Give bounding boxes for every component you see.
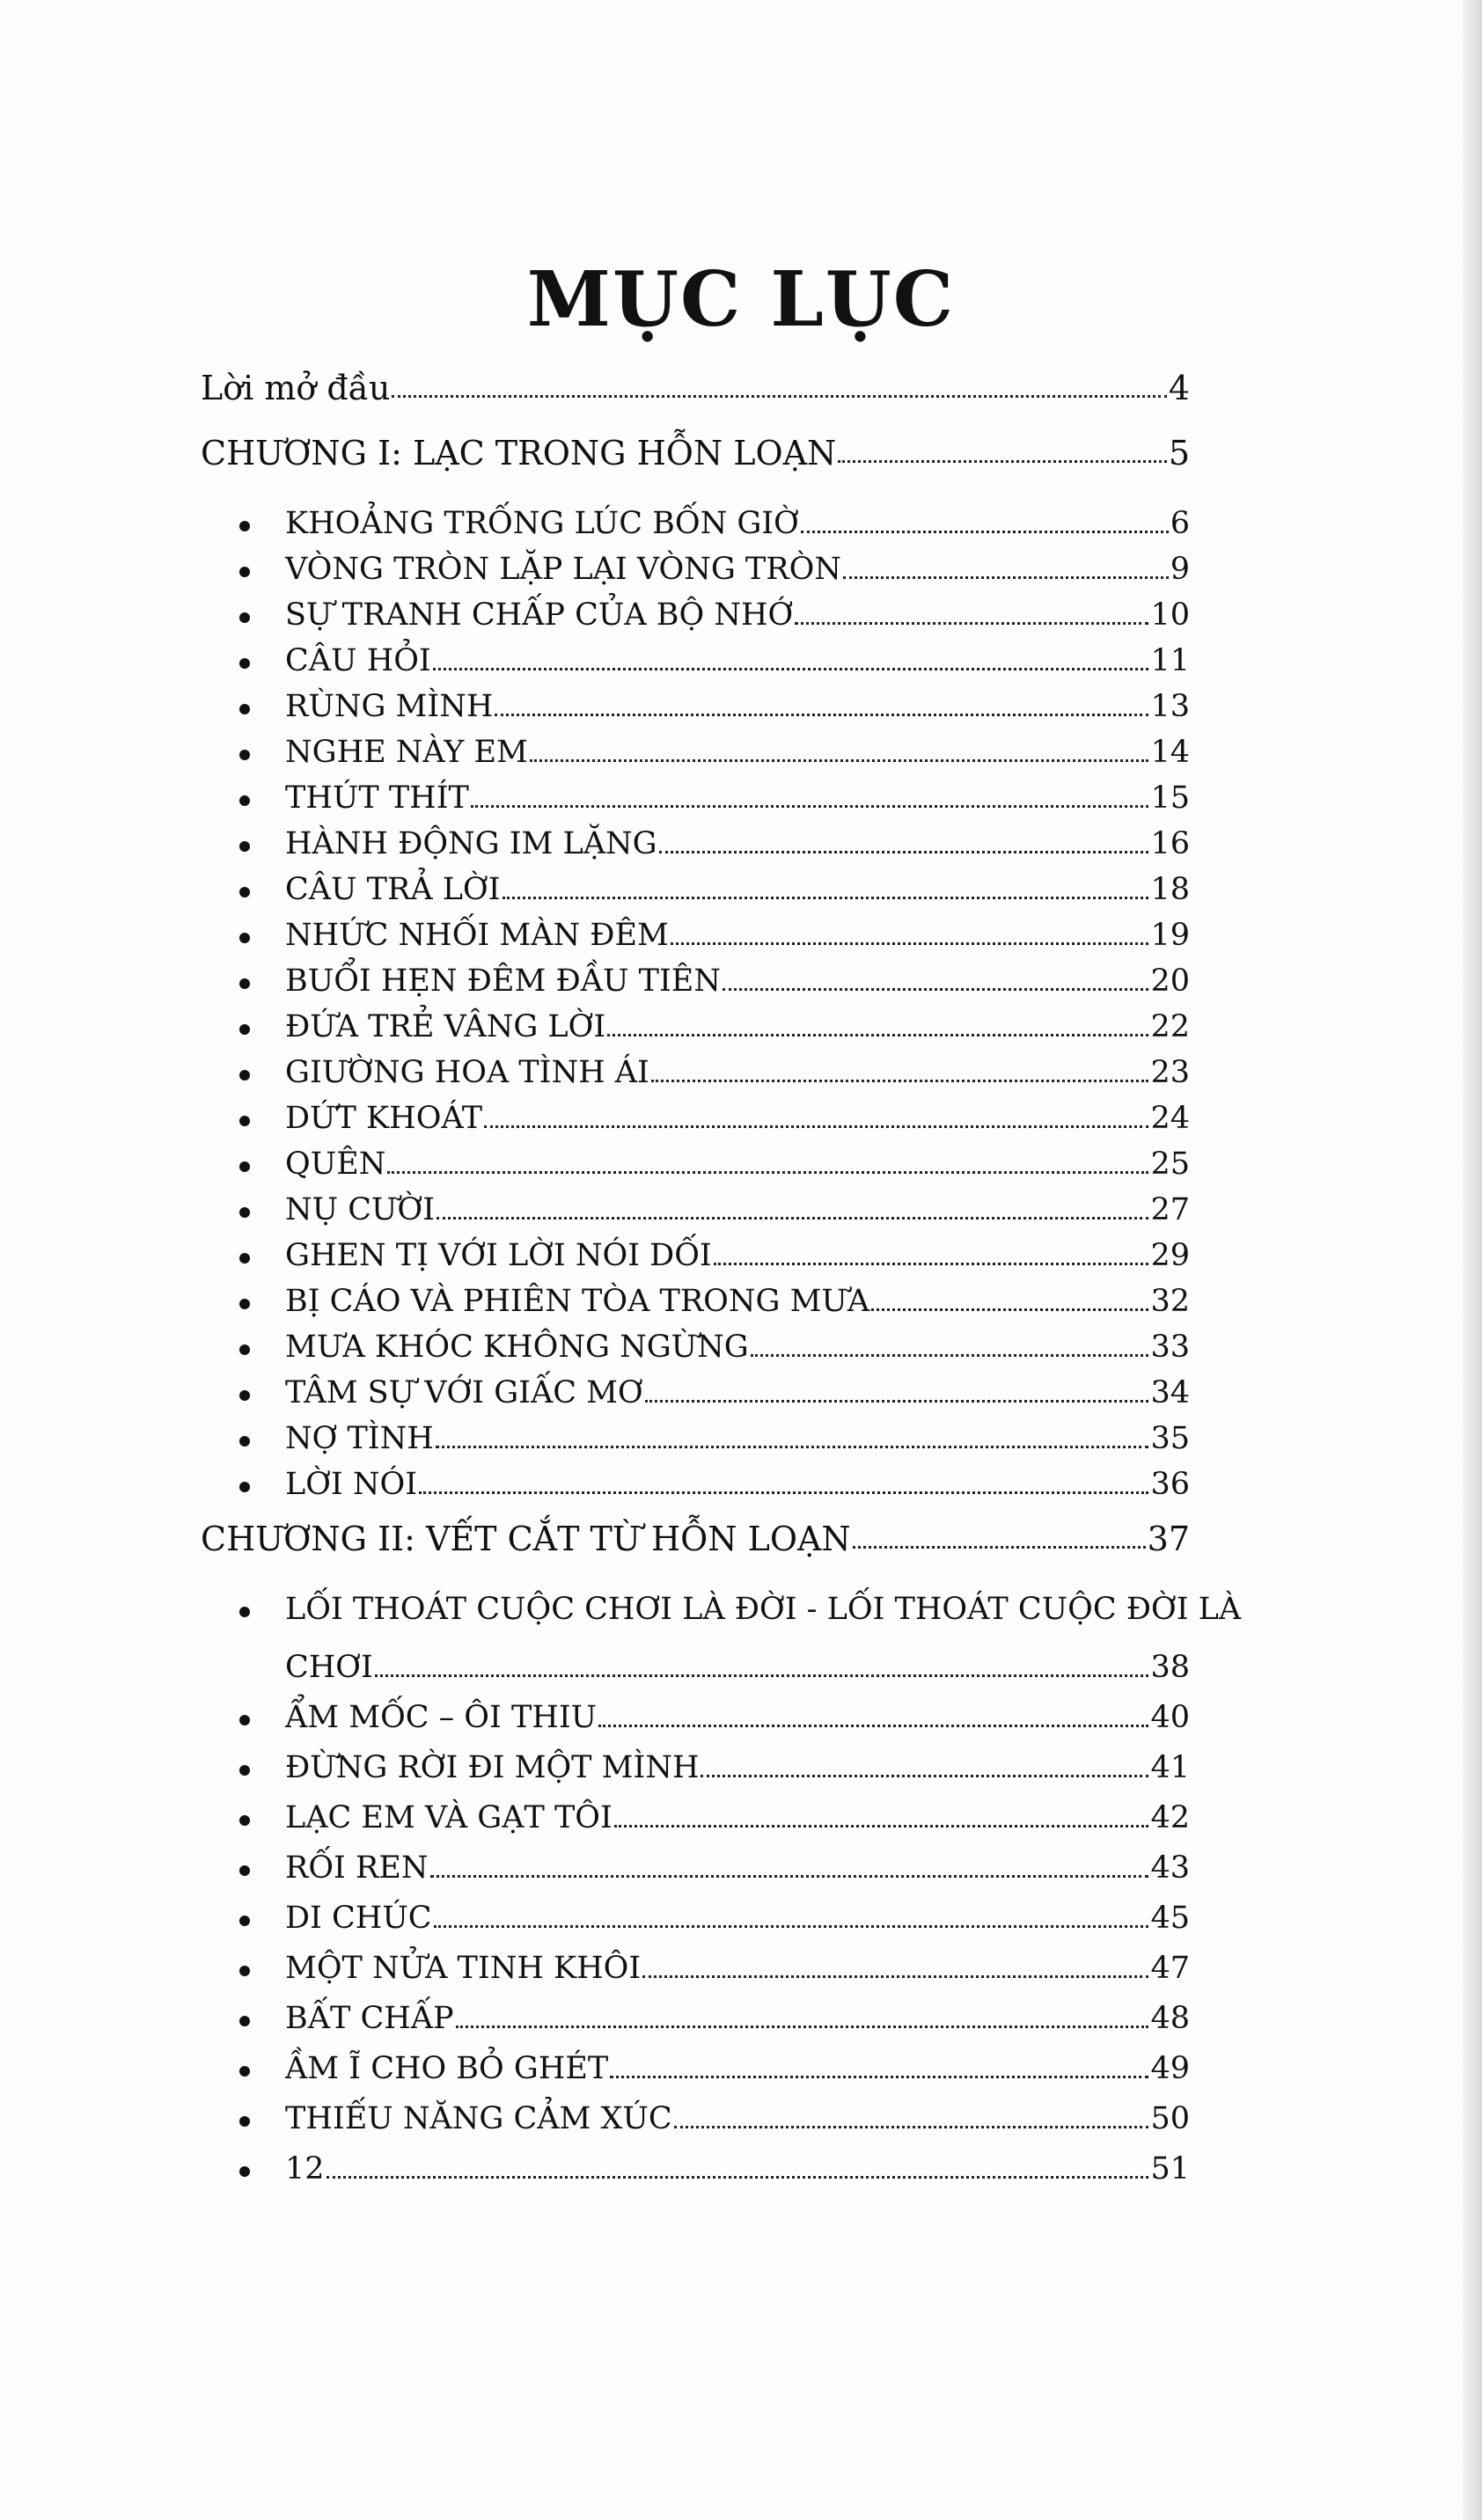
bullet-icon (239, 1390, 250, 1401)
toc-entry (285, 824, 1190, 864)
bullet-icon (239, 1916, 250, 1926)
toc-entry-label: GIƯỜNG HOA TÌNH ÁI (285, 1055, 649, 1090)
toc-page-number: 27 (1150, 1192, 1190, 1227)
bullet-icon (239, 1607, 250, 1617)
toc-entry (285, 1418, 1190, 1459)
dot-leader (456, 2026, 1149, 2028)
toc-entry (285, 2048, 1190, 2089)
toc-page-number: 29 (1150, 1238, 1190, 1273)
toc-entry (285, 1798, 1190, 1838)
toc-page-number: 15 (1150, 780, 1190, 816)
toc-page-number: 4 (1168, 369, 1190, 407)
toc-entry-label: NGHE NÀY EM (285, 735, 528, 770)
toc-entry (285, 1697, 1190, 1738)
bullet-icon (239, 1815, 250, 1826)
dot-leader (659, 851, 1149, 853)
bullet-icon (239, 1865, 250, 1876)
toc-entry-label: ĐỪNG RỜI ĐI MỘT MÌNH (285, 1750, 700, 1785)
bullet-icon (239, 750, 250, 760)
bullet-icon (239, 1344, 250, 1355)
dot-leader (801, 531, 1169, 533)
toc-page-number: 49 (1150, 2051, 1190, 2086)
toc-page-number: 33 (1150, 1330, 1190, 1365)
bullet-icon (239, 1436, 250, 1447)
toc-entry (285, 1190, 1190, 1230)
toc-intro (201, 368, 1190, 408)
toc-page-number: 50 (1150, 2101, 1190, 2136)
toc-entry (285, 2099, 1190, 2139)
toc-page-number: 34 (1150, 1375, 1190, 1410)
toc-entry-label: RÙNG MÌNH (285, 689, 494, 724)
toc-entry-label: GHEN TỊ VỚI LỜI NÓI DỐI (285, 1238, 712, 1273)
toc-entry-label: TÂM SỰ VỚI GIẤC MƠ (285, 1375, 643, 1410)
dot-leader (642, 1975, 1148, 1978)
toc-entry-label: VÒNG TRÒN LẶP LẠI VÒNG TRÒN (285, 552, 841, 587)
toc-page-number: 13 (1150, 689, 1190, 724)
toc-entry-label: HÀNH ĐỘNG IM LẶNG (285, 826, 657, 861)
toc-entry (285, 686, 1190, 727)
toc-entry-label: DỨT KHOÁT (285, 1101, 483, 1136)
dot-leader (723, 988, 1149, 991)
dot-leader (645, 1400, 1149, 1403)
toc-entry (285, 641, 1190, 681)
bullet-icon (239, 1116, 250, 1126)
toc-entry (285, 1144, 1190, 1184)
bullet-icon (239, 1070, 250, 1081)
toc-page-number: 37 (1147, 1520, 1190, 1558)
dot-leader (387, 1171, 1148, 1174)
toc-entry-label: CÂU TRẢ LỜI (285, 872, 501, 907)
toc-chapter (201, 1519, 1190, 1559)
toc-entry-label: NỤ CƯỜI (285, 1192, 436, 1227)
bullet-icon (239, 521, 250, 531)
toc-page-number: 11 (1150, 643, 1190, 678)
bullet-icon (239, 887, 250, 897)
toc-entry-label: KHOẢNG TRỐNG LÚC BỐN GIỜ (285, 506, 799, 541)
dot-leader (674, 2126, 1149, 2128)
toc-entry (285, 549, 1190, 590)
toc-entry (285, 1848, 1190, 1888)
dot-leader (714, 1263, 1149, 1265)
bullet-icon (239, 1161, 250, 1172)
toc-entry (285, 1052, 1190, 1093)
dot-leader (871, 1308, 1148, 1311)
toc-entry-label: NHỨC NHỐI MÀN ĐÊM (285, 918, 669, 953)
bullet-icon (239, 1253, 250, 1264)
toc-page-number: 48 (1150, 2001, 1190, 2036)
toc-entry-label: MỘT NỬA TINH KHÔI (285, 1951, 642, 1986)
toc-page-number: 41 (1150, 1750, 1190, 1785)
toc-page-number: 19 (1150, 918, 1190, 953)
toc-entry-label: RỐI REN (285, 1850, 429, 1886)
toc-entry-label: THÚT THÍT (285, 780, 469, 816)
toc-entry-label: LỐI THOÁT CUỘC CHƠI LÀ ĐỜI - LỐI THOÁT CUỘC ĐỜI LÀ (285, 1592, 1242, 1627)
dot-leader (437, 1217, 1148, 1220)
dot-leader (375, 1674, 1149, 1677)
toc-entry (285, 1998, 1190, 2039)
toc-entry (285, 1281, 1190, 1322)
toc-entry (285, 503, 1190, 544)
bullet-icon (239, 1715, 250, 1725)
toc-page-number: 51 (1150, 2151, 1190, 2187)
toc-entry (285, 961, 1190, 1001)
toc-entry-label: LẠC EM VÀ GẠT TÔI (285, 1800, 613, 1835)
bullet-icon (239, 795, 250, 806)
dot-leader (434, 1925, 1149, 1928)
toc-page-number: 23 (1150, 1055, 1190, 1090)
toc-page-number: 47 (1150, 1951, 1190, 1986)
toc-page-number: 38 (1150, 1650, 1190, 1685)
toc-page-number: 42 (1150, 1800, 1190, 1835)
bullet-icon (239, 1765, 250, 1776)
toc-page-number: 10 (1150, 597, 1190, 633)
toc-entry-label: NỢ TÌNH (285, 1421, 434, 1456)
toc-page-number: 5 (1168, 434, 1190, 472)
bullet-icon (239, 2166, 250, 2177)
bullet-icon (239, 1299, 250, 1309)
bullet-icon (239, 658, 250, 669)
toc-entry (285, 1647, 1190, 1688)
toc-page-number: 32 (1150, 1284, 1190, 1319)
bullet-icon (239, 567, 250, 577)
toc-entry (285, 1898, 1190, 1938)
toc-entry-label: SỰ TRANH CHẤP CỦA BỘ NHỚ (285, 597, 794, 633)
toc-entry (285, 1007, 1190, 1047)
bullet-icon (239, 612, 250, 623)
toc-entry (285, 1098, 1190, 1139)
toc-entry-label: THIẾU NĂNG CẢM XÚC (285, 2101, 672, 2136)
toc-entry-label: CHƯƠNG I: LẠC TRONG HỖN LOẠN (201, 434, 837, 472)
dot-leader (419, 1491, 1148, 1494)
toc-page-number: 45 (1150, 1901, 1190, 1936)
toc-entry (285, 1747, 1190, 1788)
bullet-icon (239, 2066, 250, 2077)
bullet-icon (239, 1966, 250, 1976)
dot-leader (614, 1825, 1149, 1828)
toc-entry-label: CHƯƠNG II: VẾT CẮT TỪ HỖN LOẠN (201, 1520, 851, 1558)
toc-page-number: 25 (1150, 1146, 1190, 1182)
dot-leader (598, 1725, 1148, 1727)
toc-entry-label: ẨM MỐC – ÔI THIU (285, 1700, 598, 1735)
bullet-icon (239, 1024, 250, 1035)
bullet-icon (239, 978, 250, 989)
toc-entry-label: BẤT CHẤP (285, 2001, 454, 2036)
toc-entry (285, 1235, 1190, 1276)
toc-page-number: 40 (1150, 1700, 1190, 1735)
dot-leader (530, 759, 1149, 762)
toc-page-number: 9 (1170, 552, 1190, 587)
toc-page-number: 14 (1150, 735, 1190, 770)
toc-page-number: 16 (1150, 826, 1190, 861)
dot-leader (701, 1775, 1148, 1777)
dot-leader (671, 942, 1149, 945)
toc-chapter (201, 433, 1190, 473)
dot-leader (484, 1125, 1148, 1128)
toc-entry-label: MƯA KHÓC KHÔNG NGỪNG (285, 1330, 749, 1365)
dot-leader (610, 2076, 1148, 2078)
toc-entry (285, 915, 1190, 956)
toc-page-number: 20 (1150, 963, 1190, 999)
dot-leader (751, 1354, 1149, 1357)
toc-page-number: 18 (1150, 872, 1190, 907)
page-edge-shadow (1463, 0, 1482, 2520)
dot-leader (853, 1546, 1146, 1549)
toc-page-number: 36 (1150, 1467, 1190, 1502)
toc-page-number: 22 (1150, 1009, 1190, 1044)
dot-leader (430, 1875, 1149, 1878)
dot-leader (503, 897, 1149, 899)
bullet-icon (239, 2116, 250, 2127)
dot-leader (436, 1446, 1149, 1448)
toc-entry-label: CHƠI (285, 1650, 373, 1685)
toc-entry (285, 732, 1190, 773)
toc-entry-label: CÂU HỎI (285, 643, 431, 678)
toc-entry (285, 1327, 1190, 1367)
dot-leader (433, 668, 1149, 670)
dot-leader (607, 1034, 1148, 1037)
bullet-icon (239, 704, 250, 714)
dot-leader (392, 395, 1166, 398)
toc-entry-label: DI CHÚC (285, 1901, 432, 1936)
page-title: MỤC LỤC (526, 255, 956, 344)
toc-entry (285, 595, 1190, 635)
bullet-icon (239, 933, 250, 943)
dot-leader (843, 576, 1169, 579)
dot-leader (326, 2176, 1149, 2179)
toc-entry-label: 12 (285, 2151, 325, 2187)
toc-page-number: 24 (1150, 1101, 1190, 1136)
toc-page-number: 43 (1150, 1850, 1190, 1886)
bullet-icon (239, 841, 250, 852)
toc-entry-label: BỊ CÁO VÀ PHIÊN TÒA TRONG MƯA (285, 1284, 870, 1319)
toc-page-number: 35 (1150, 1421, 1190, 1456)
toc-entry-label: ĐỨA TRẺ VÂNG LỜI (285, 1009, 606, 1044)
toc-entry (285, 2149, 1190, 2189)
toc-entry-label: BUỔI HẸN ĐÊM ĐẦU TIÊN (285, 963, 721, 999)
toc-entry (285, 1464, 1190, 1505)
toc-entry-label: LỜI NÓI (285, 1467, 418, 1502)
toc-entry-label: Lời mở đầu (201, 369, 391, 407)
toc-entry (285, 1948, 1190, 1989)
dot-leader (651, 1080, 1149, 1082)
bullet-icon (239, 1482, 250, 1492)
toc-page-number: 6 (1170, 506, 1190, 541)
toc-entry-label: QUÊN (285, 1146, 386, 1182)
dot-leader (471, 805, 1149, 808)
dot-leader (838, 460, 1167, 463)
toc-entry (285, 869, 1190, 910)
toc-entry (285, 1373, 1190, 1413)
dot-leader (795, 622, 1148, 625)
toc-entry (285, 778, 1190, 818)
toc-entry-label: ẦM Ĩ CHO BỎ GHÉT (285, 2051, 609, 2086)
bullet-icon (239, 2016, 250, 2026)
dot-leader (495, 714, 1148, 716)
bullet-icon (239, 1207, 250, 1218)
